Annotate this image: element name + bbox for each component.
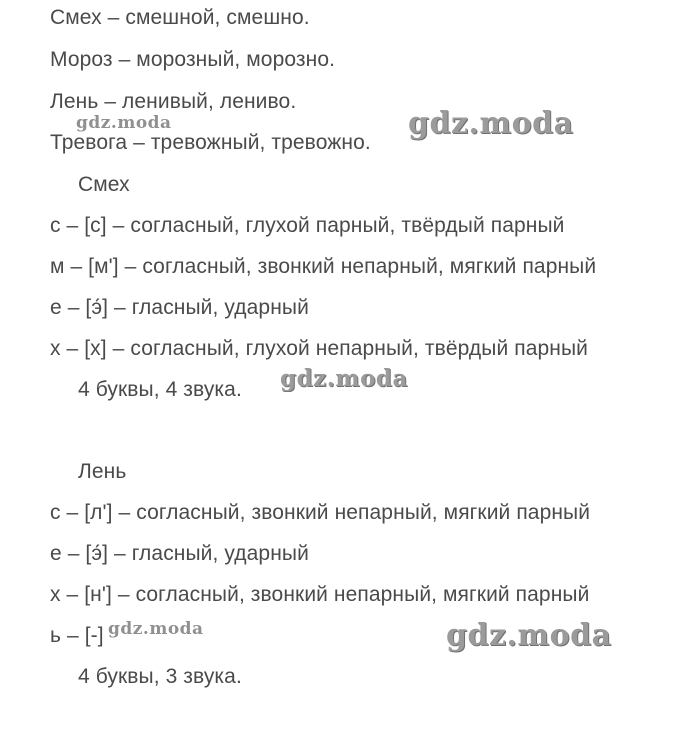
watermark: gdz.moda: [408, 106, 574, 141]
text-line-3: Лень – ленивый, лениво.: [50, 90, 297, 113]
word-heading-smekh: Смех: [78, 173, 130, 196]
text-line-14: х – [н'] – согласный, звонкий непарный, мягкий парный: [50, 583, 590, 606]
text-line-9: х – [х] – согласный, глухой непарный, твёрдый парный: [50, 337, 588, 360]
text-line-12: с – [л'] – согласный, звонкий непарный, мягкий парный: [50, 501, 591, 524]
word-heading-len: Лень: [78, 460, 127, 483]
text-line-15: ь – [-]: [50, 624, 104, 647]
text-line-8: е – [э́] – гласный, ударный: [50, 296, 309, 319]
text-line-6: с – [с] – согласный, глухой парный, твёрдый парный: [50, 214, 565, 237]
watermark: gdz.moda: [446, 618, 612, 653]
text-line-4: Тревога – тревожный, тревожно.: [50, 131, 371, 154]
watermark: gdz.moda: [76, 113, 172, 133]
text-line-1: Смех – смешной, смешно.: [50, 6, 310, 29]
text-line-7: м – [м'] – согласный, звонкий непарный, мягкий парный: [50, 255, 597, 278]
watermark: gdz.moda: [280, 365, 408, 392]
text-line-13: е – [э́] – гласный, ударный: [50, 542, 309, 565]
count-summary-2: 4 буквы, 3 звука.: [78, 665, 242, 688]
watermark: gdz.moda: [108, 619, 204, 639]
text-line-2: Мороз – морозный, морозно.: [50, 48, 336, 71]
count-summary-1: 4 буквы, 4 звука.: [78, 378, 242, 401]
